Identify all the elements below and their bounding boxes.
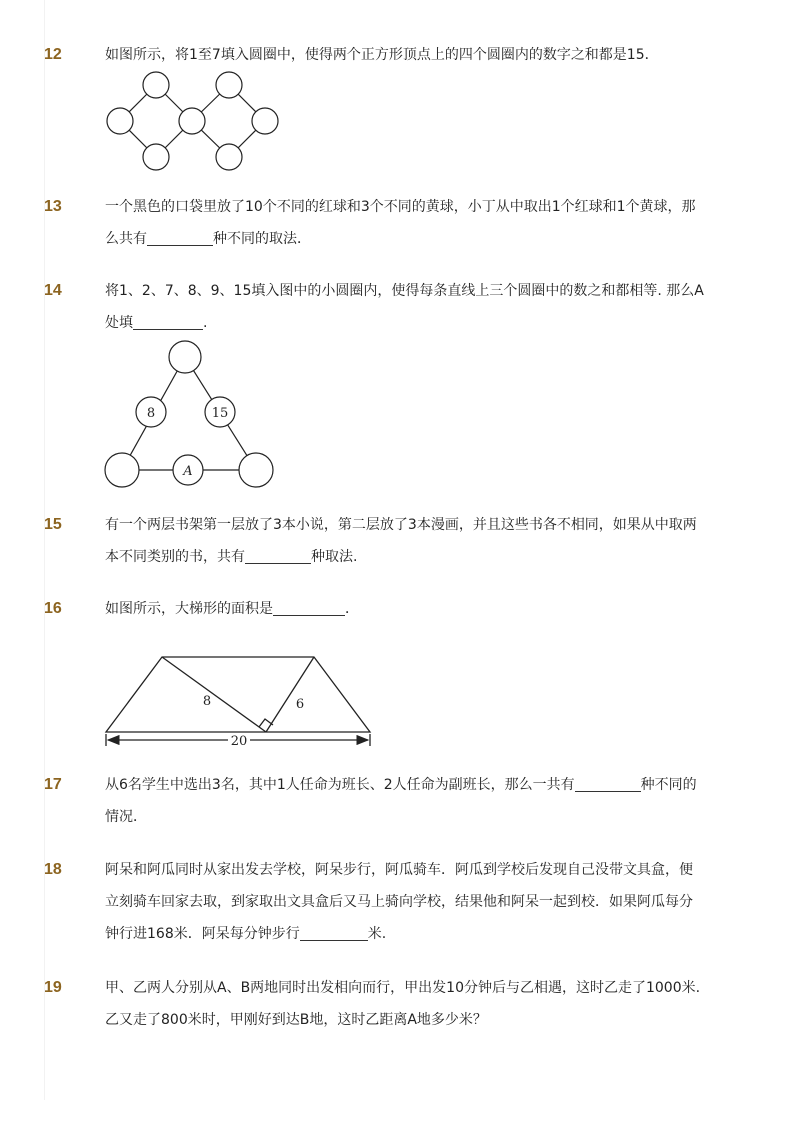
fig12-circle-bottom-2 [216,144,242,170]
question-text-16 [105,593,715,625]
fig16-label-20: 20 [230,734,248,749]
question-text-14 [105,275,715,339]
answer-blank [147,227,213,246]
question-number-17: 17 [44,776,62,793]
q13-line-2: 么共有 种不同的取法． [105,223,715,255]
answer-blank [300,922,368,941]
fig14-label-A: A [183,464,193,479]
fig16-label-6: 6 [295,697,305,712]
fig12-circle-top-2 [216,72,242,98]
question-text-19 [105,972,715,1036]
fig12-circle-center [179,108,205,134]
triangle-circle-figure [100,336,280,494]
answer-blank [245,545,311,564]
fig14-circle-bottom-left [105,453,139,487]
q18-line-2: 立刻骑车回家去取，到家取出文具盒后又马上骑向学校，结果他和阿呆一起到校．如果阿瓜每分 [105,894,693,910]
question-number-19: 19 [44,979,62,996]
fig12-circle-right [252,108,278,134]
fig12-circle-top-1 [143,72,169,98]
q15-line-2: 本不同类别的书，共有 种取法. [105,541,715,573]
question-number-16: 16 [44,600,62,617]
q19-line-2: 乙又走了800米时，甲刚好到达B地，这时乙距离A地多少米？ [105,1012,487,1028]
fig14-label-15: 15 [211,406,229,421]
question-text-17 [105,769,715,833]
q13-line-1: 一个黑色的口袋里放了10个不同的红球和3个不同的黄球，小丁从中取出1个红球和1个黄球，那 [105,199,696,215]
fig14-label-8: 8 [146,406,156,421]
q12-line-1: 如图所示，将1至7填入圆圈中，使得两个正方形顶点上的四个圆圈内的数字之和都是15． [105,47,659,63]
q14-line-2: 处填 . [105,307,715,339]
fig12-circle-left [107,108,133,134]
question-number-15: 15 [44,516,62,533]
question-number-18: 18 [44,861,62,878]
q14-line-1: 将1、2、7、8、9、15填入图中的小圆圈内，使得每条直线上三个圆圈中的数之和都相等. 那么A [105,283,704,299]
answer-blank [273,597,345,616]
page-margin-rule [44,0,45,1100]
two-squares-circle-figure [100,66,285,178]
fig14-circle-bottom-right [239,453,273,487]
question-text-18 [105,854,715,950]
fig14-circle-top [169,341,201,373]
question-text-13 [105,191,715,255]
question-text-15 [105,509,715,573]
trapezoid-figure [100,650,378,752]
q15-line-1: 有一个两层书架第一层放了3本小说，第二层放了3本漫画，并且这些书各不相同，如果从中取两 [105,517,697,533]
fig16-label-8: 8 [202,694,212,709]
q18-line-1: 阿呆和阿瓜同时从家出发去学校，阿呆步行，阿瓜骑车．阿瓜到学校后发现自己没带文具盒，便 [105,862,693,878]
answer-blank [133,311,203,330]
q16-line-1: 如图所示，大梯形的面积是 ． [105,593,715,625]
q18-line-3: 钟行进168米．阿呆每分钟步行 米. [105,918,715,950]
q17-line-1: 从6名学生中选出3名，其中1人任命为班长、2人任命为副班长，那么一共有 种不同的 [105,769,715,801]
q17-line-2: 情况． [105,809,147,825]
fig12-circle-bottom-1 [143,144,169,170]
question-number-13: 13 [44,198,62,215]
question-number-14: 14 [44,282,62,299]
question-number-12: 12 [44,46,62,63]
answer-blank [575,773,641,792]
q19-line-1: 甲、乙两人分别从A、B两地同时出发相向而行，甲出发10分钟后与乙相遇，这时乙走了1000米. [105,980,701,996]
